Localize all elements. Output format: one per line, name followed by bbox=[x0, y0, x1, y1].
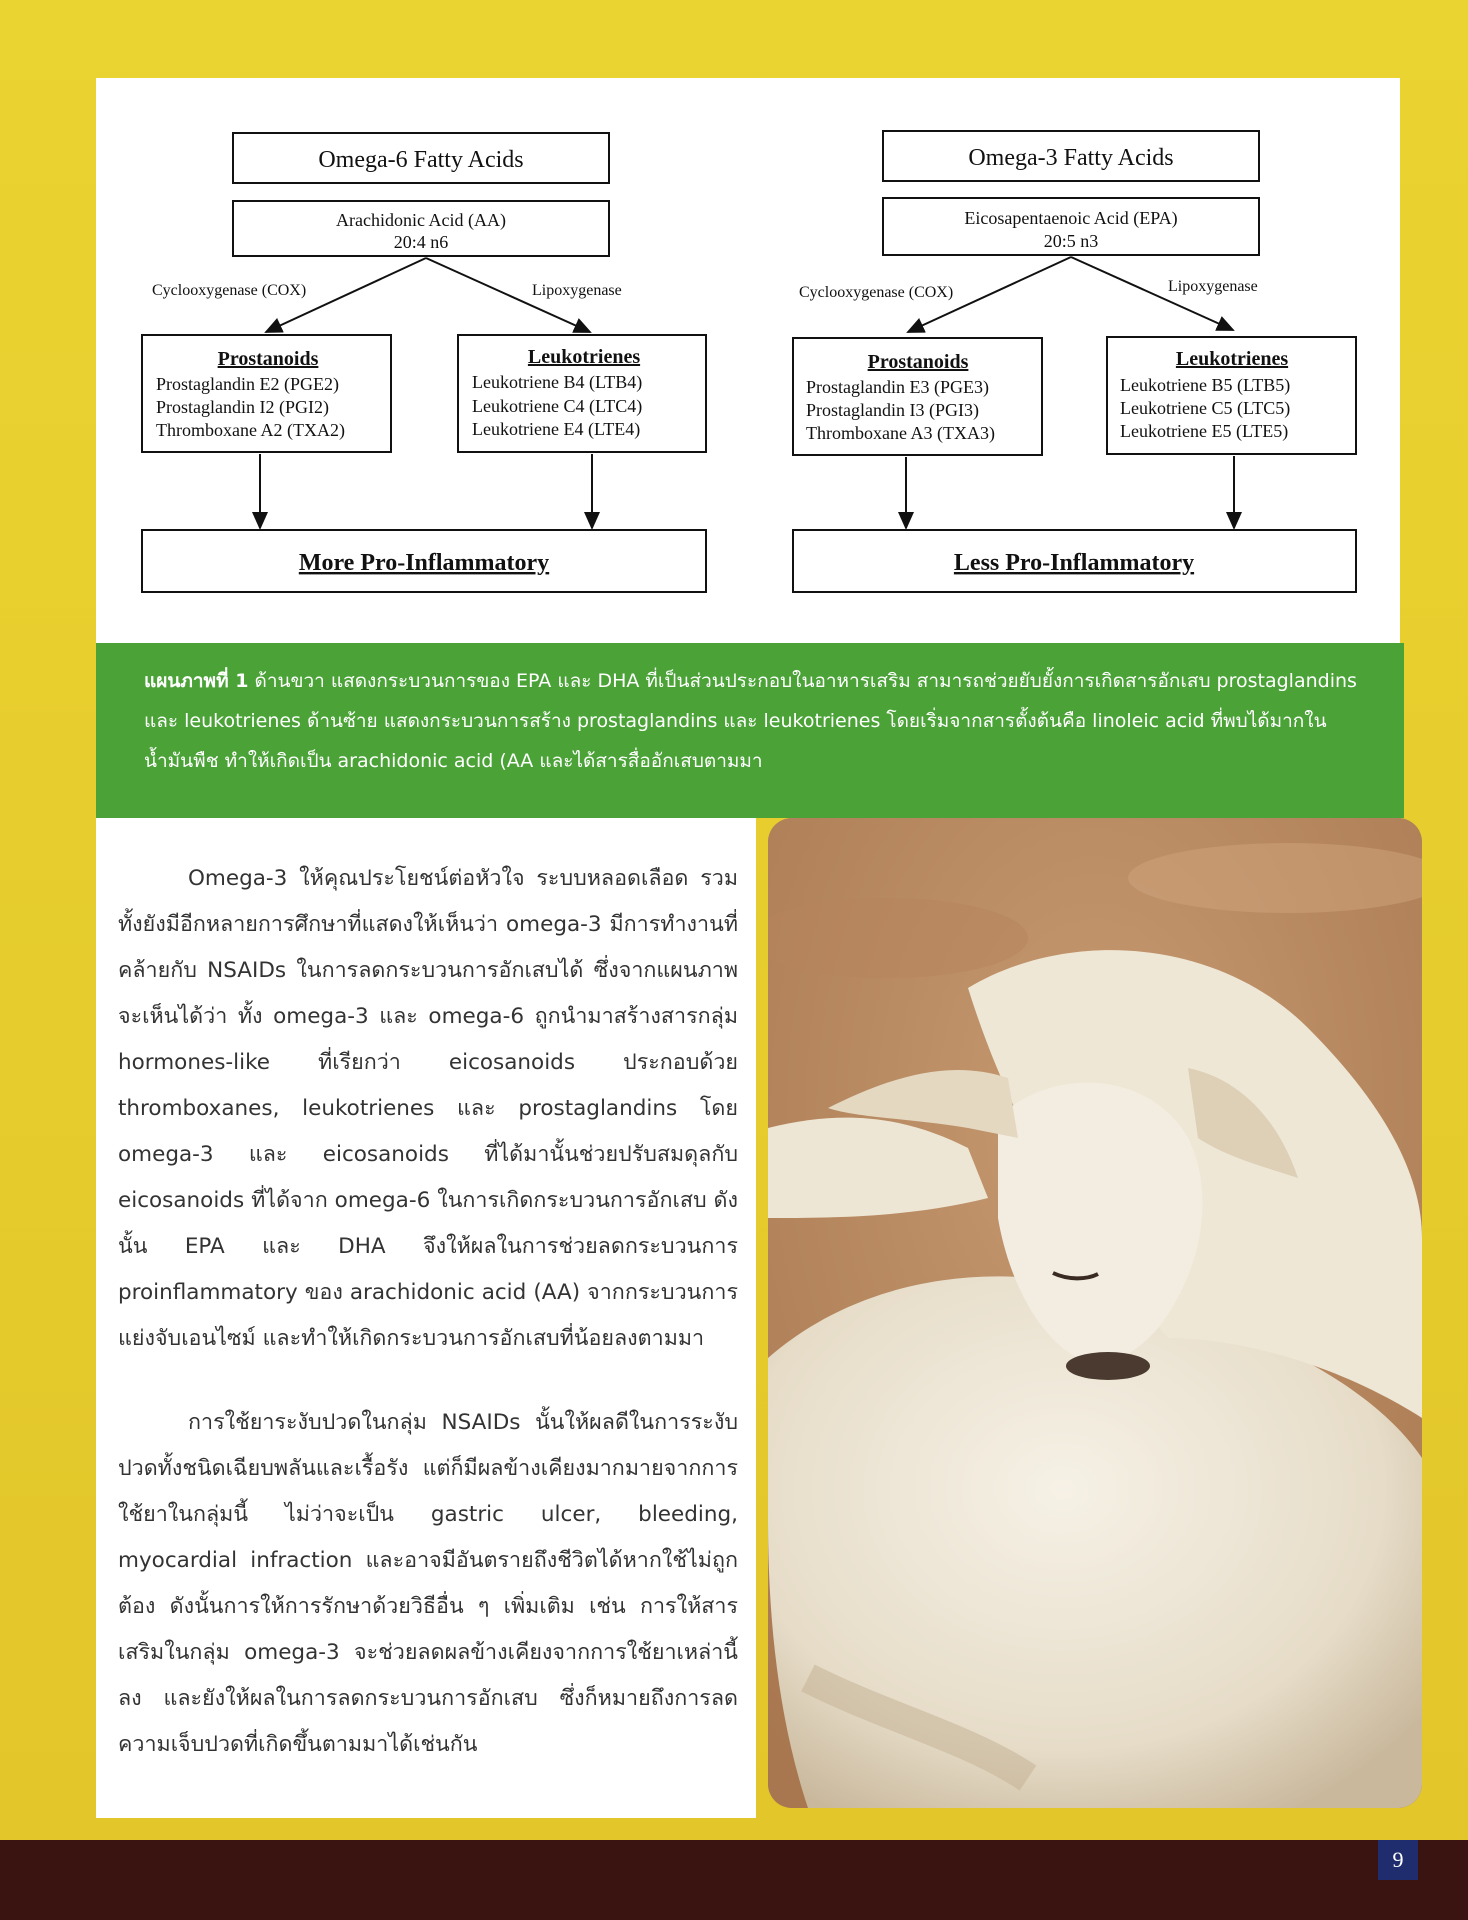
omega6-title: Omega-6 Fatty Acids bbox=[318, 147, 524, 173]
caption-body: ด้านขวา แสดงกระบวนการของ EPA และ DHA ที่เป็นส่วนประกอบในอาหารเสริม สามารถช่วยยับยั้งการเกิดสารอักเสบ prostaglandins และ leukotrienes ด้านซ้าย แสดงกระบวนการสร้าง prostaglandins และ leukotrienes โดยเริ่มจากสารตั้งต้นคือ linoleic acid ที่พบได้มากในน้ำมันพืช ทำให้เกิดเป็น arachidonic acid (AA และได้สารสื่ออักเสบตามมา bbox=[144, 670, 1357, 772]
omega6-prostanoid-item: Prostaglandin E2 (PGE2) bbox=[156, 374, 339, 394]
omega3-title: Omega-3 Fatty Acids bbox=[968, 145, 1174, 171]
omega6-prostanoids-heading: Prostanoids bbox=[217, 348, 319, 370]
omega3-outcome: Less Pro-Inflammatory bbox=[953, 550, 1195, 576]
omega3-prostanoid-item: Prostaglandin E3 (PGE3) bbox=[806, 377, 989, 397]
omega6-leukotriene-item: Leukotriene E4 (LTE4) bbox=[472, 419, 641, 439]
epa-name: Eicosapentaenoic Acid (EPA) bbox=[964, 208, 1178, 228]
dog-photo bbox=[768, 818, 1422, 1808]
omega6-cox-label: Cyclooxygenase (COX) bbox=[152, 282, 307, 299]
omega3-prostanoid-item: Thromboxane A3 (TXA3) bbox=[806, 423, 995, 443]
omega3-prostanoid-item: Prostaglandin I3 (PGI3) bbox=[806, 400, 979, 420]
omega6-leukotriene-item: Leukotriene B4 (LTB4) bbox=[472, 372, 643, 392]
omega6-prostanoid-item: Prostaglandin I2 (PGI2) bbox=[156, 397, 329, 417]
aa-name: Arachidonic Acid (AA) bbox=[336, 210, 506, 230]
omega6-leukotriene-item: Leukotriene C4 (LTC4) bbox=[472, 396, 643, 416]
omega6-diagram bbox=[142, 133, 706, 592]
omega3-lox-label: Lipoxygenase bbox=[1168, 278, 1258, 295]
paragraph-nsaids: การใช้ยาระงับปวดในกลุ่ม NSAIDs นั้นให้ผลดีในการระงับปวดทั้งชนิดเฉียบพลันและเรื้อรัง แต่ก็มีผลข้างเคียงมากมายจากการใช้ยาในกลุ่มนี้ ไม่ว่าจะเป็น gastric ulcer, bleeding, myocardial infraction และอาจมีอันตรายถึงชีวิตได้หากใช้ไม่ถูกต้อง ดังนั้นการให้การรักษาด้วยวิธีอื่น ๆ เพิ่มเติม เช่น การให้สารเสริมในกลุ่ม omega-3 จะช่วยลดผลข้างเคียงจากการใช้ยาเหล่านี้ลง และยังให้ผลในการลดกระบวนการอักเสบ ซึ่งก็หมายถึงการลดความเจ็บปวดที่เกิดขึ้นตามมาได้เช่นกัน bbox=[118, 1410, 738, 1757]
paragraph-omega3-benefits: Omega-3 ให้คุณประโยชน์ต่อหัวใจ ระบบหลอดเลือด รวมทั้งยังมีอีกหลายการศึกษาที่แสดงให้เห็นว่า omega-3 มีการทำงานที่คล้ายกับ NSAIDs ในการลดกระบวนการอักเสบได้ ซึ่งจากแผนภาพจะเห็นได้ว่า ทั้ง omega-3 และ omega-6 ถูกนำมาสร้างสารกลุ่ม hormones-like ที่เรียกว่า eicosanoids ประกอบด้วย thromboxanes, leukotrienes และ prostaglandins โดย omega-3 และ eicosanoids ที่ได้มานั้นช่วยปรับสมดุลกับ eicosanoids ที่ได้จาก omega-6 ในการเกิดกระบวนการอักเสบ ดังนั้น EPA และ DHA จึงให้ผลในการช่วยลดกระบวนการ proinflammatory ของ arachidonic acid (AA) จากกระบวนการแย่งจับเอนไซม์ และทำให้เกิดกระบวนการอักเสบที่น้อยลงตามมา bbox=[118, 866, 738, 1351]
omega6-lox-label: Lipoxygenase bbox=[532, 282, 622, 299]
omega3-leukotrienes-heading: Leukotrienes bbox=[1175, 348, 1289, 370]
omega6-leukotrienes-heading: Leukotrienes bbox=[527, 346, 641, 368]
page-number: 9 bbox=[1378, 1840, 1418, 1880]
page-footer bbox=[0, 1840, 1468, 1920]
figure-caption bbox=[96, 643, 1404, 818]
epa-formula: 20:5 n3 bbox=[1043, 231, 1099, 251]
omega3-leukotriene-item: Leukotriene B5 (LTB5) bbox=[1120, 375, 1291, 395]
omega3-leukotriene-item: Leukotriene E5 (LTE5) bbox=[1120, 421, 1289, 441]
fatty-acid-pathway-diagram bbox=[96, 78, 1400, 643]
omega3-cox-label: Cyclooxygenase (COX) bbox=[799, 284, 954, 301]
omega6-prostanoid-item: Thromboxane A2 (TXA2) bbox=[156, 420, 345, 440]
omega6-outcome: More Pro-Inflammatory bbox=[298, 550, 550, 576]
omega3-leukotriene-item: Leukotriene C5 (LTC5) bbox=[1120, 398, 1291, 418]
caption-text bbox=[144, 661, 1364, 781]
omega3-prostanoids-heading: Prostanoids bbox=[867, 351, 969, 373]
omega3-diagram bbox=[793, 131, 1356, 592]
article-text bbox=[96, 818, 756, 1818]
aa-formula: 20:4 n6 bbox=[393, 232, 449, 252]
caption-label: แผนภาพที่ 1 bbox=[144, 670, 249, 692]
